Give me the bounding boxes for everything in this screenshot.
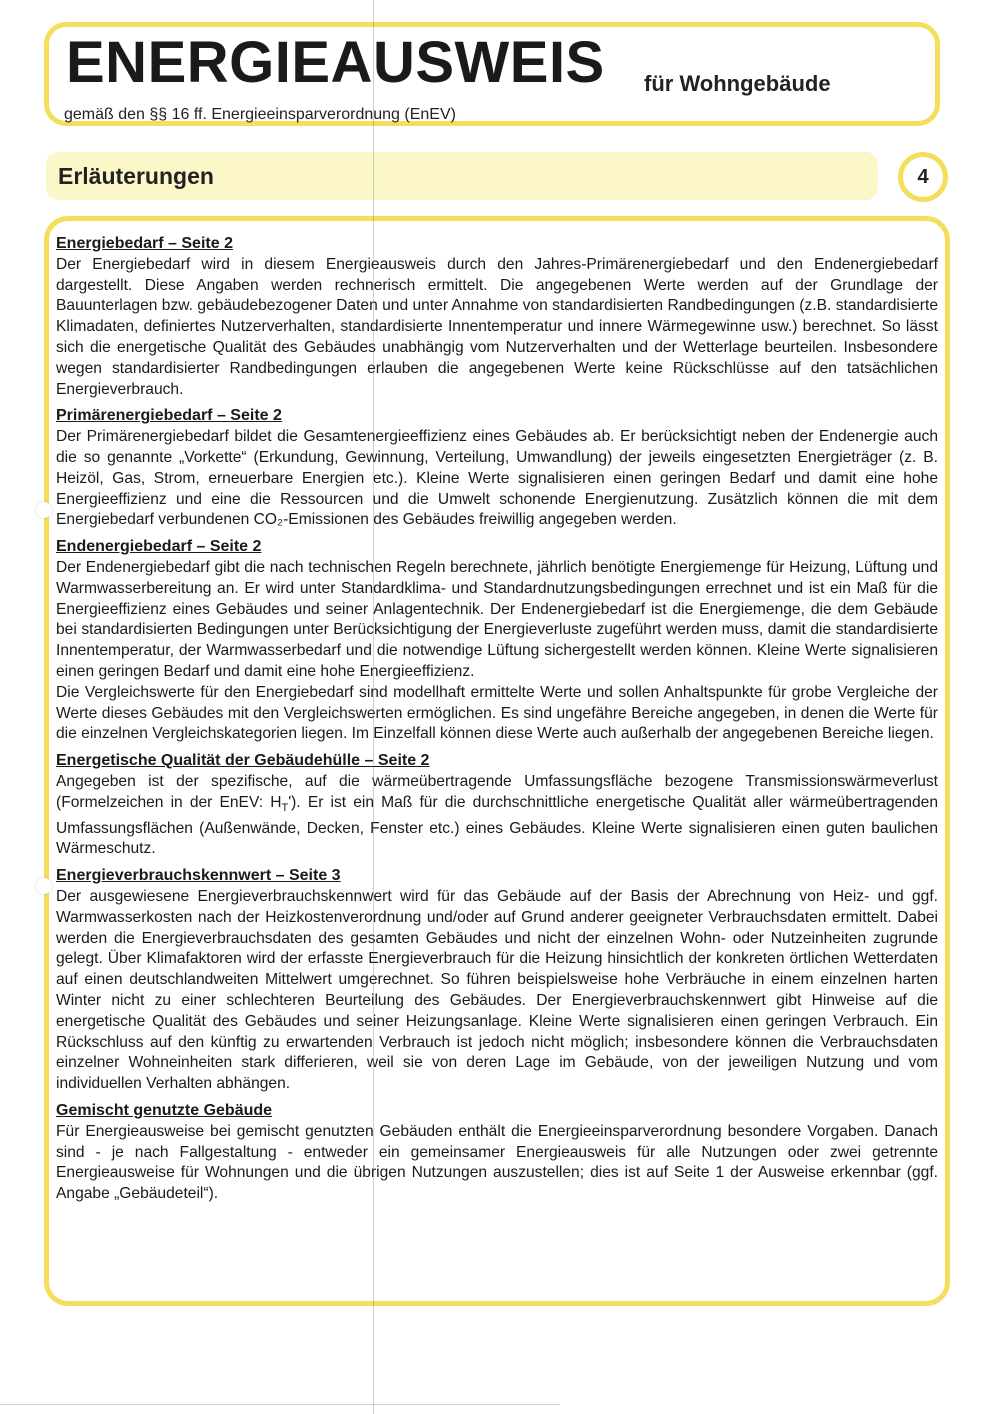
section-paragraph: Der Endenergiebedarf gibt die nach technischen Regeln berechnete, jährlich benötigte Energiemenge für Heizung, Lüftung und Warmwasserbereitung an. Er wird unter Standardklima- und Standardnutzungsbedingungen errechnet und ist ein Maß für die Energieeffizienz eines Gebäudes und seiner Anlagentechnik. Der Endenergiebedarf ist die Energiemenge, die dem Gebäude bei standardisierten Bedingungen unter Berücksichtigung der Energieverluste zugeführt werden muss, damit die standardisierte Innentemperatur, der Warmwasserbedarf und die notwendige Lüftung sichergestellt werden können. Kleine Werte signalisieren einen geringen Bedarf und damit eine hohe Energieeffizienz.: [56, 558, 938, 680]
section-title: Erläuterungen: [58, 163, 214, 189]
scan-fold-line: [373, 0, 374, 1414]
section-endenergiebedarf: [56, 537, 938, 745]
section-primaerenergiebedarf: [56, 406, 938, 531]
section-heading: Energetische Qualität der Gebäudehülle – Seite 2: [56, 752, 430, 770]
explanations-content: [56, 234, 938, 1211]
section-energiebedarf: [56, 234, 938, 400]
section-paragraph: Der ausgewiesene Energieverbrauchskennwert wird für das Gebäude auf der Basis der Abrechnung von Heiz- und ggf. Warmwasserkosten nach der Heizkostenverordnung und/oder auf Grund anderer geeigneter Verbrauchsdaten ermittelt. Dabei werden die Energieverbrauchsdaten des gesamten Gebäudes und nicht der einzelnen Wohn- oder Nutzeinheiten zugrunde gelegt. Über Klimafaktoren wird der erfasste Energieverbrauch für die Heizung hinsichtlich der konkreten örtlichen Wetterdaten auf einen deutschlandweiten Mittelwert umgerechnet. So führen beispielsweise hohe Verbräuche in einem einzelnen harten Winter nicht zu einer schlechteren Beurteilung des Gebäudes. Der Energieverbrauchskennwert gibt Hinweise auf die energetische Qualität des Gebäudes und seiner Heizungsanlage. Kleine Werte signalisieren einen geringen Verbrauch. Ein Rückschluss auf den künftig zu erwartenden Verbrauch ist jedoch nicht möglich; insbesondere können die Verbrauchsdaten einzelner Wohneinheiten stark differieren, weil sie von deren Lage im Gebäude, von der jeweiligen Nutzung und vom individuellen Verhalten abhängen.: [56, 888, 938, 1093]
section-paragraph: Angegeben ist der spezifische, auf die wärmeübertragende Umfassungsfläche bezogene Transmissionswärmeverlust (Formelzeichen in der EnEV: $H_T'$). Er ist ein Maß für die durchschnittliche energetische Qualität aller wärmeübertragenden Umfassungsflächen (Außenwände, Decken, Fenster etc.) eines Gebäudes. Kleine Werte signalisieren einen guten baulichen Wärmeschutz.: [56, 772, 938, 858]
document-subtitle: gemäß den §§ 16 ff. Energieeinsparverordnung (EnEV): [64, 106, 456, 123]
section-heading: Gemischt genutzte Gebäude: [56, 1101, 273, 1119]
section-gemischt-genutzt: [56, 1101, 938, 1205]
section-heading: Energiebedarf – Seite 2: [56, 235, 233, 252]
section-paragraph: Die Vergleichswerte für den Energiebedarf sind modellhaft ermittelte Werte und sollen Anhaltspunkte für grobe Vergleiche der Werte dieses Gebäudes mit den Vergleichswerten ermöglichen. Es sind ungefähre Bereiche angegeben, in denen die Werte für die einzelnen Vergleichskategorien liegen. Im Einzelfall können diese Werte auch außerhalb der angegebenen Bereiche liegen.: [56, 683, 938, 743]
punch-hole: [36, 878, 52, 894]
scan-bottom-line: [0, 1404, 560, 1405]
section-paragraph: Der Primärenergiebedarf bildet die Gesamtenergieeffizienz eines Gebäudes ab. Er berücksichtigt neben der Endenergie auch die so genannte „Vorkette“ (Erkundung, Gewinnung, Verteilung, Umwandlung) der jeweils eingesetzten Energieträger (z. B. Heizöl, Gas, Strom, erneuerbare Energien etc.). Kleine Werte signalisieren einen geringen Bedarf und damit eine hohe Energieeffizienz und eine die Ressourcen und die Umwelt schonende Energienutzung. Zusätzlich können die mit dem Energiebedarf verbundenen CO₂-Emissionen des Gebäudes freiwillig angegeben werden.: [56, 428, 938, 529]
section-paragraph: Für Energieausweise bei gemischt genutzten Gebäuden enthält die Energieeinsparverordnung besondere Vorgaben. Danach sind - je nach Fallgestaltung - entweder ein gemeinsamer Energieausweis für alle Nutzungen oder zwei getrennte Energieausweise für Wohnungen und die übrigen Nutzungen auszustellen; dies ist auf Seite 1 der Ausweise erkennbar (ggf. Angabe „Gebäudeteil“).: [56, 1122, 938, 1203]
section-heading: Endenergiebedarf – Seite 2: [56, 538, 262, 556]
section-heading: Primärenergiebedarf – Seite 2: [56, 407, 282, 425]
section-paragraph: Der Energiebedarf wird in diesem Energieausweis durch den Jahres-Primärenergiebedarf und den Endenergiebedarf dargestellt. Diese Angaben werden rechnerisch ermittelt. Die angegebenen Werte werden auf der Grundlage der Bauunterlagen bzw. gebäudebezogener Daten und unter Annahme von standardisierten Randbedingungen (z.B. standardisierte Klimadaten, definiertes Nutzerverhalten, standardisierte Innentemperatur und innere Wärmegewinne usw.) berechnet. So lässt sich die energetische Qualität des Gebäudes unabhängig vom Nutzerverhalten und der Wetterlage beurteilen. Insbesondere wegen standardisierter Randbedingungen erlauben die angegebenen Werte keine Rückschlüsse auf den tatsächlichen Energieverbrauch.: [56, 255, 938, 398]
section-heading: Energieverbrauchskennwert – Seite 3: [56, 867, 341, 885]
page-number: 4: [917, 165, 929, 188]
section-gebaeudehuelle: [56, 751, 938, 860]
document-title: ENERGIEAUSWEIS: [66, 30, 605, 95]
section-energieverbrauchskennwert: [56, 866, 938, 1095]
page-number-badge: [898, 152, 948, 202]
document-title-suffix: für Wohngebäude: [644, 71, 831, 96]
punch-hole: [36, 502, 52, 518]
